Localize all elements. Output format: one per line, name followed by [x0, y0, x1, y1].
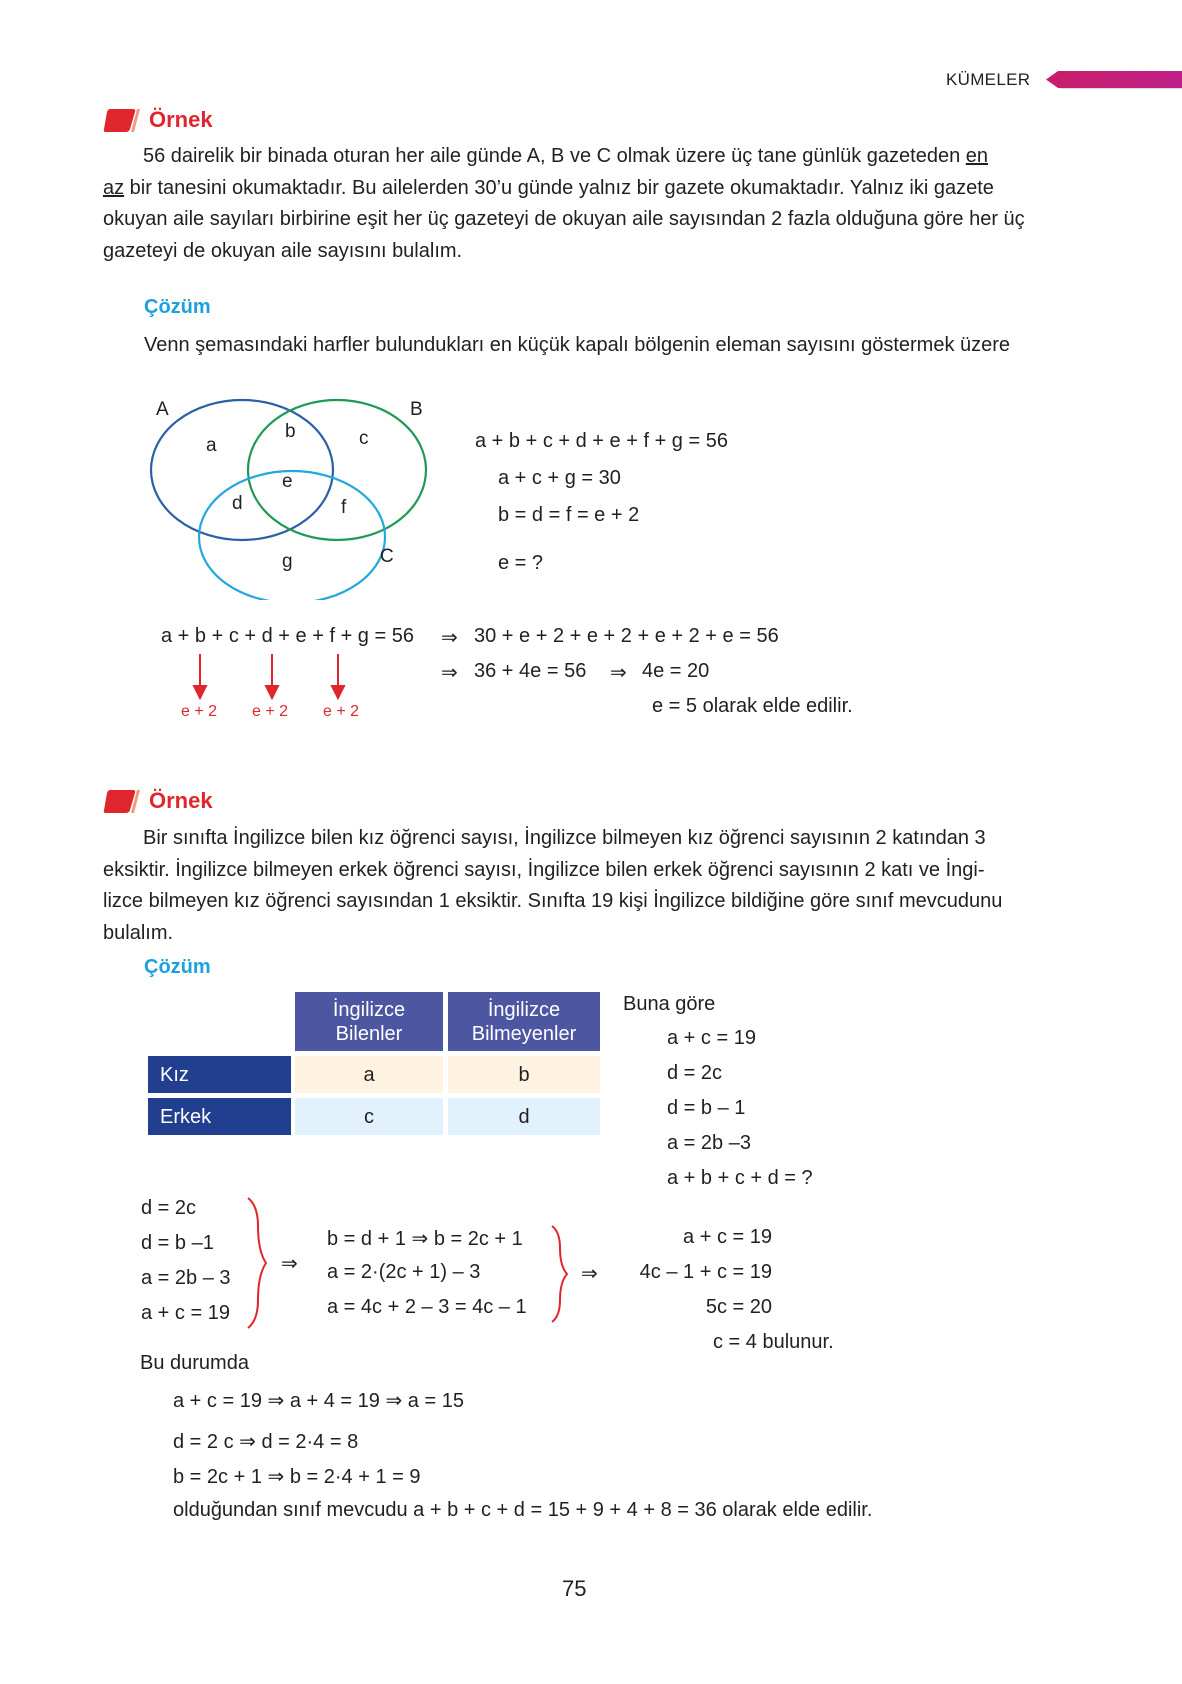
row-header-kiz: Kız — [148, 1056, 291, 1093]
system-equation: a = 4c + 2 – 3 = 4c – 1 — [327, 1296, 527, 1318]
example-1-title: Örnek — [149, 107, 213, 132]
problem-text: bir tanesini okumaktadır. Bu ailelerden 30’u günde yalnız bir gazete okumaktadır. Yalnız iki gazete — [124, 176, 994, 199]
system-equation: b = d + 1 ⇒ b = 2c + 1 — [327, 1228, 523, 1250]
example-2-problem — [103, 823, 1048, 949]
given-equation: b = d = f = e + 2 — [498, 504, 640, 526]
system-result: c = 4 bulunur. — [713, 1331, 834, 1353]
problem-text: okuyan aile sayıları birbirine eşit her üç gazeteyi de okuyan aile sayısından 2 fazla olduğuna göre her üç — [103, 208, 1025, 230]
example-2-title: Örnek — [149, 788, 213, 813]
venn-region-c: c — [359, 428, 369, 449]
example-2-heading — [103, 788, 213, 814]
header-line: İngilizce — [487, 998, 561, 1021]
implies-arrow: ⇒ — [581, 1263, 598, 1285]
problem-text: 56 dairelik bir binada oturan her aile günde A, B ve C olmak üzere üç tane günlük gazeteden — [143, 145, 966, 167]
system-equation: 5c = 20 — [705, 1296, 772, 1318]
derivation-left: a + b + c + d + e + f + g = 56 — [161, 625, 414, 647]
derivation-step: 36 + 4e = 56 — [474, 660, 587, 682]
system-equation: a + c = 19 — [683, 1226, 772, 1248]
venn-diagram — [130, 385, 460, 600]
table-cell: d — [448, 1098, 600, 1135]
header-line: Bilenler — [335, 1022, 403, 1045]
problem-text: bulalım. — [103, 921, 174, 944]
implies-arrow: ⇒ — [441, 662, 458, 684]
right-brace-icon — [244, 1196, 274, 1330]
venn-set-b — [248, 400, 426, 540]
chapter-band-decoration — [1046, 70, 1182, 89]
table-cell: b — [448, 1056, 600, 1093]
venn-region-g: g — [282, 551, 293, 572]
solution-1-intro: Venn şemasındaki harfler bulundukları en küçük kapalı bölgenin eleman sayısını göstermek üzere — [144, 334, 1011, 356]
venn-region-a: a — [206, 435, 217, 456]
venn-region-e: e — [282, 471, 293, 492]
implies-arrow: ⇒ — [441, 627, 458, 649]
arrow-label: e + 2 — [323, 703, 360, 720]
conclusion-line: d = 2 c ⇒ d = 2·4 = 8 — [173, 1431, 359, 1453]
venn-label-c: C — [380, 546, 394, 567]
given-equation: a + b + c + d = ? — [667, 1167, 813, 1189]
substitution-arrows — [180, 652, 360, 700]
header-line: Bilmeyenler — [471, 1022, 577, 1045]
given-title: Buna göre — [623, 993, 716, 1015]
conclusion-title: Bu durumda — [140, 1352, 249, 1374]
implies-arrow: ⇒ — [281, 1253, 298, 1275]
table-cell: a — [295, 1056, 443, 1093]
given-equation: a + c + g = 30 — [498, 467, 621, 489]
solution-1-heading: Çözüm — [144, 296, 211, 318]
given-equation: d = b – 1 — [667, 1097, 746, 1119]
example-1-heading — [103, 107, 213, 133]
conclusion-line: a + c = 19 ⇒ a + 4 = 19 ⇒ a = 15 — [173, 1390, 464, 1412]
system-equation: d = 2c — [141, 1197, 197, 1219]
problem-text: Bir sınıfta İngilizce bilen kız öğrenci sayısı, İngilizce bilmeyen kız öğrenci sayısının 2 katından 3 — [143, 827, 986, 849]
column-header-bilmeyenler — [448, 992, 600, 1051]
given-equation: d = 2c — [667, 1062, 723, 1084]
table-cell: c — [295, 1098, 443, 1135]
venn-region-b: b — [285, 421, 296, 442]
page-number: 75 — [562, 1576, 587, 1601]
system-equation: d = b –1 — [141, 1232, 214, 1254]
example-1-problem — [103, 141, 1048, 267]
chapter-title: KÜMELER — [946, 70, 1031, 89]
implies-arrow: ⇒ — [610, 662, 627, 684]
venn-label-a: A — [156, 399, 169, 420]
derivation-result: e = 5 olarak elde edilir. — [652, 695, 853, 717]
given-equation: a + b + c + d + e + f + g = 56 — [475, 430, 728, 452]
arrow-label: e + 2 — [181, 703, 218, 720]
conclusion-line: olduğundan sınıf mevcudu a + b + c + d = 15 + 9 + 4 + 8 = 36 olarak elde edilir. — [173, 1499, 873, 1521]
system-equation: a = 2b – 3 — [141, 1267, 231, 1289]
system-equation: a = 2·(2c + 1) – 3 — [327, 1261, 481, 1283]
conclusion-line: b = 2c + 1 ⇒ b = 2·4 + 1 = 9 — [173, 1466, 421, 1488]
derivation-step: 4e = 20 — [642, 660, 710, 682]
given-equation: a + c = 19 — [667, 1027, 756, 1049]
derivation-right: 30 + e + 2 + e + 2 + e + 2 + e = 56 — [474, 625, 779, 647]
system-equation: 4c – 1 + c = 19 — [639, 1261, 772, 1283]
problem-text: lizce bilmeyen kız öğrenci sayısından 1 eksiktir. Sınıfta 19 kişi İngilizce bildiğine göre sınıf mevcudunu — [103, 890, 1003, 912]
venn-region-d: d — [232, 493, 243, 514]
example-badge-icon — [103, 107, 145, 133]
problem-text: eksiktir. İngilizce bilmeyen erkek öğrenci sayısı, İngilizce bilen erkek öğrenci sayısının 2 katı ve İngi- — [103, 858, 985, 881]
venn-set-a — [151, 400, 333, 540]
venn-region-f: f — [341, 497, 347, 518]
example-badge-icon — [103, 788, 145, 814]
solution-2-heading: Çözüm — [144, 956, 211, 978]
given-equation: e = ? — [498, 552, 544, 574]
column-header-bilenler — [295, 992, 443, 1051]
system-equation: a + c = 19 — [141, 1302, 230, 1324]
header-line: İngilizce — [332, 998, 406, 1021]
given-equation: a = 2b –3 — [667, 1132, 751, 1154]
row-header-erkek: Erkek — [148, 1098, 291, 1135]
arrow-label: e + 2 — [252, 703, 289, 720]
problem-underlined-text: az — [103, 176, 125, 199]
problem-underlined-text: en — [965, 145, 989, 167]
problem-text: gazeteyi de okuyan aile sayısını bulalım. — [103, 239, 463, 262]
venn-label-b: B — [410, 399, 423, 420]
